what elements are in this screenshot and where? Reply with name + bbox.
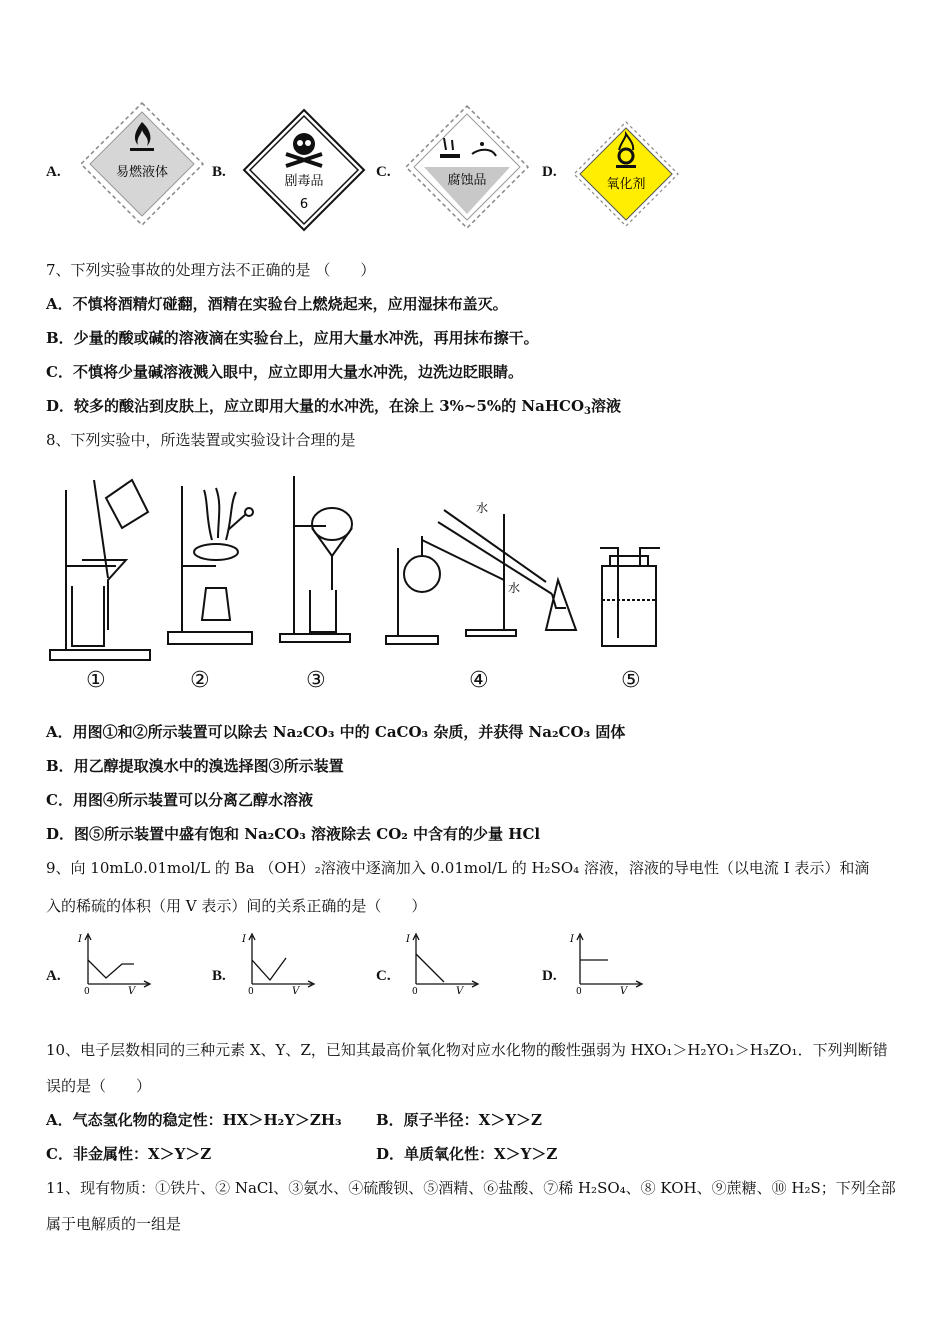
svg-text:0: 0 bbox=[576, 987, 582, 996]
filtration-apparatus bbox=[50, 480, 150, 660]
svg-text:I: I bbox=[242, 934, 246, 945]
apparatus-number-1: ① bbox=[86, 668, 106, 693]
q9-graph-a-label: A. bbox=[46, 968, 61, 984]
svg-text:V: V bbox=[620, 986, 628, 996]
q7-option-a: A．不慎将酒精灯碰翻，酒精在实验台上燃烧起来，应用湿抹布盖灭。 bbox=[46, 295, 508, 313]
q11-stem-line2: 属于电解质的一组是 bbox=[46, 1215, 182, 1233]
svg-text:0: 0 bbox=[248, 987, 254, 996]
q8-option-c: C．用图④所示装置可以分离乙醇水溶液 bbox=[46, 791, 313, 809]
q10-stem-line1: 10、电子层数相同的三种元素 X、Y、Z，已知其最高价氧化物对应水化物的酸性强弱为 HXO₁＞H₂YO₁＞H₃ZO₁．下列判断错 bbox=[46, 1041, 888, 1059]
q8-option-a: A．用图①和②所示装置可以除去 Na₂CO₃ 中的 CaCO₃ 杂质，并获得 Na₂CO₃ 固体 bbox=[46, 723, 626, 741]
flammable-sign-text: 易燃液体 bbox=[115, 165, 169, 180]
water-out-label: 水 bbox=[508, 581, 521, 595]
q7-stem: 7、下列实验事故的处理方法不正确的是 （ ） bbox=[46, 261, 376, 279]
svg-text:I: I bbox=[570, 934, 574, 945]
svg-text:I: I bbox=[406, 934, 410, 945]
q9-graph-c-label: C. bbox=[376, 968, 391, 984]
svg-text:0: 0 bbox=[84, 987, 90, 996]
q10-stem-line2: 误的是（ ） bbox=[46, 1077, 152, 1095]
q9-graph-d-label: D. bbox=[542, 968, 557, 984]
svg-text:V: V bbox=[456, 986, 464, 996]
flammable-liquid-sign bbox=[78, 100, 206, 228]
q7-option-b: B．少量的酸或碱的溶液滴在实验台上，应用大量水冲洗，再用抹布擦干。 bbox=[46, 329, 539, 347]
q7-option-c: C．不慎将少量碱溶液溅入眼中，应立即用大量水冲洗，边洗边眨眼睛。 bbox=[46, 363, 523, 381]
distillation-apparatus bbox=[386, 510, 576, 644]
q6-option-d-label: D. bbox=[542, 164, 557, 180]
q7-option-d: D．较多的酸沾到皮肤上，应立即用大量的水冲洗，在涂上 3%~5%的 NaHCO$_3$溶液 bbox=[46, 397, 621, 417]
toxic-sign bbox=[242, 108, 366, 232]
q6-option-c-label: C. bbox=[376, 164, 391, 180]
toxic-sign-number: 6 bbox=[299, 197, 309, 212]
apparatus-number-4: ④ bbox=[469, 668, 489, 693]
q9-graph-b-label: B. bbox=[212, 968, 226, 984]
evaporation-apparatus bbox=[168, 486, 253, 644]
svg-text:V: V bbox=[292, 986, 300, 996]
q6-option-b-label: B. bbox=[212, 164, 226, 180]
q11-stem-line1: 11、现有物质：①铁片、② NaCl、③氨水、④硫酸钡、⑤酒精、⑥盐酸、⑦稀 H₂SO₄、⑧ KOH、⑨蔗糖、⑩ H₂S；下列全部 bbox=[46, 1179, 896, 1197]
oxidizer-sign bbox=[572, 120, 680, 228]
q9-graph-a bbox=[74, 930, 154, 996]
q10-option-b: B．原子半径：X＞Y＞Z bbox=[376, 1111, 542, 1129]
q9-graph-b bbox=[238, 930, 318, 996]
q6-option-a-label: A. bbox=[46, 164, 61, 180]
q9-stem-line1: 9、向 10mL0.01mol/L 的 Ba （OH）₂溶液中逐滴加入 0.01mol/L 的 H₂SO₄ 溶液，溶液的导电性（以电流 I 表示）和滴 bbox=[46, 859, 870, 877]
toxic-sign-text: 剧毒品 bbox=[284, 174, 324, 189]
water-in-label: 水 bbox=[476, 501, 489, 515]
separatory-funnel-apparatus bbox=[280, 476, 352, 642]
lab-apparatus-figure bbox=[46, 470, 676, 670]
svg-text:V: V bbox=[128, 986, 136, 996]
q8-option-b: B．用乙醇提取溴水中的溴选择图③所示装置 bbox=[46, 757, 344, 775]
q8-stem: 8、下列实验中，所选装置或实验设计合理的是 bbox=[46, 431, 356, 449]
q9-graph-c bbox=[402, 930, 482, 996]
oxidizer-sign-text: 氧化剂 bbox=[606, 177, 646, 192]
svg-text:0: 0 bbox=[412, 987, 418, 996]
gas-washing-bottle bbox=[600, 548, 660, 646]
apparatus-number-5: ⑤ bbox=[621, 668, 641, 693]
svg-text:I: I bbox=[78, 934, 82, 945]
corrosive-sign-text: 腐蚀品 bbox=[447, 173, 487, 188]
apparatus-number-2: ② bbox=[190, 668, 210, 693]
apparatus-number-3: ③ bbox=[306, 668, 326, 693]
q10-option-a: A．气态氢化物的稳定性：HX＞H₂Y＞ZH₃ bbox=[46, 1111, 342, 1129]
q9-graph-d bbox=[566, 930, 646, 996]
corrosive-sign bbox=[404, 104, 530, 230]
q8-option-d: D．图⑤所示装置中盛有饱和 Na₂CO₃ 溶液除去 CO₂ 中含有的少量 HCl bbox=[46, 825, 541, 843]
q10-option-c: C．非金属性：X＞Y＞Z bbox=[46, 1145, 212, 1163]
q9-stem-line2: 入的稀硫的体积（用 V 表示）间的关系正确的是（ ） bbox=[46, 897, 427, 915]
q10-option-d: D．单质氧化性：X＞Y＞Z bbox=[376, 1145, 558, 1163]
